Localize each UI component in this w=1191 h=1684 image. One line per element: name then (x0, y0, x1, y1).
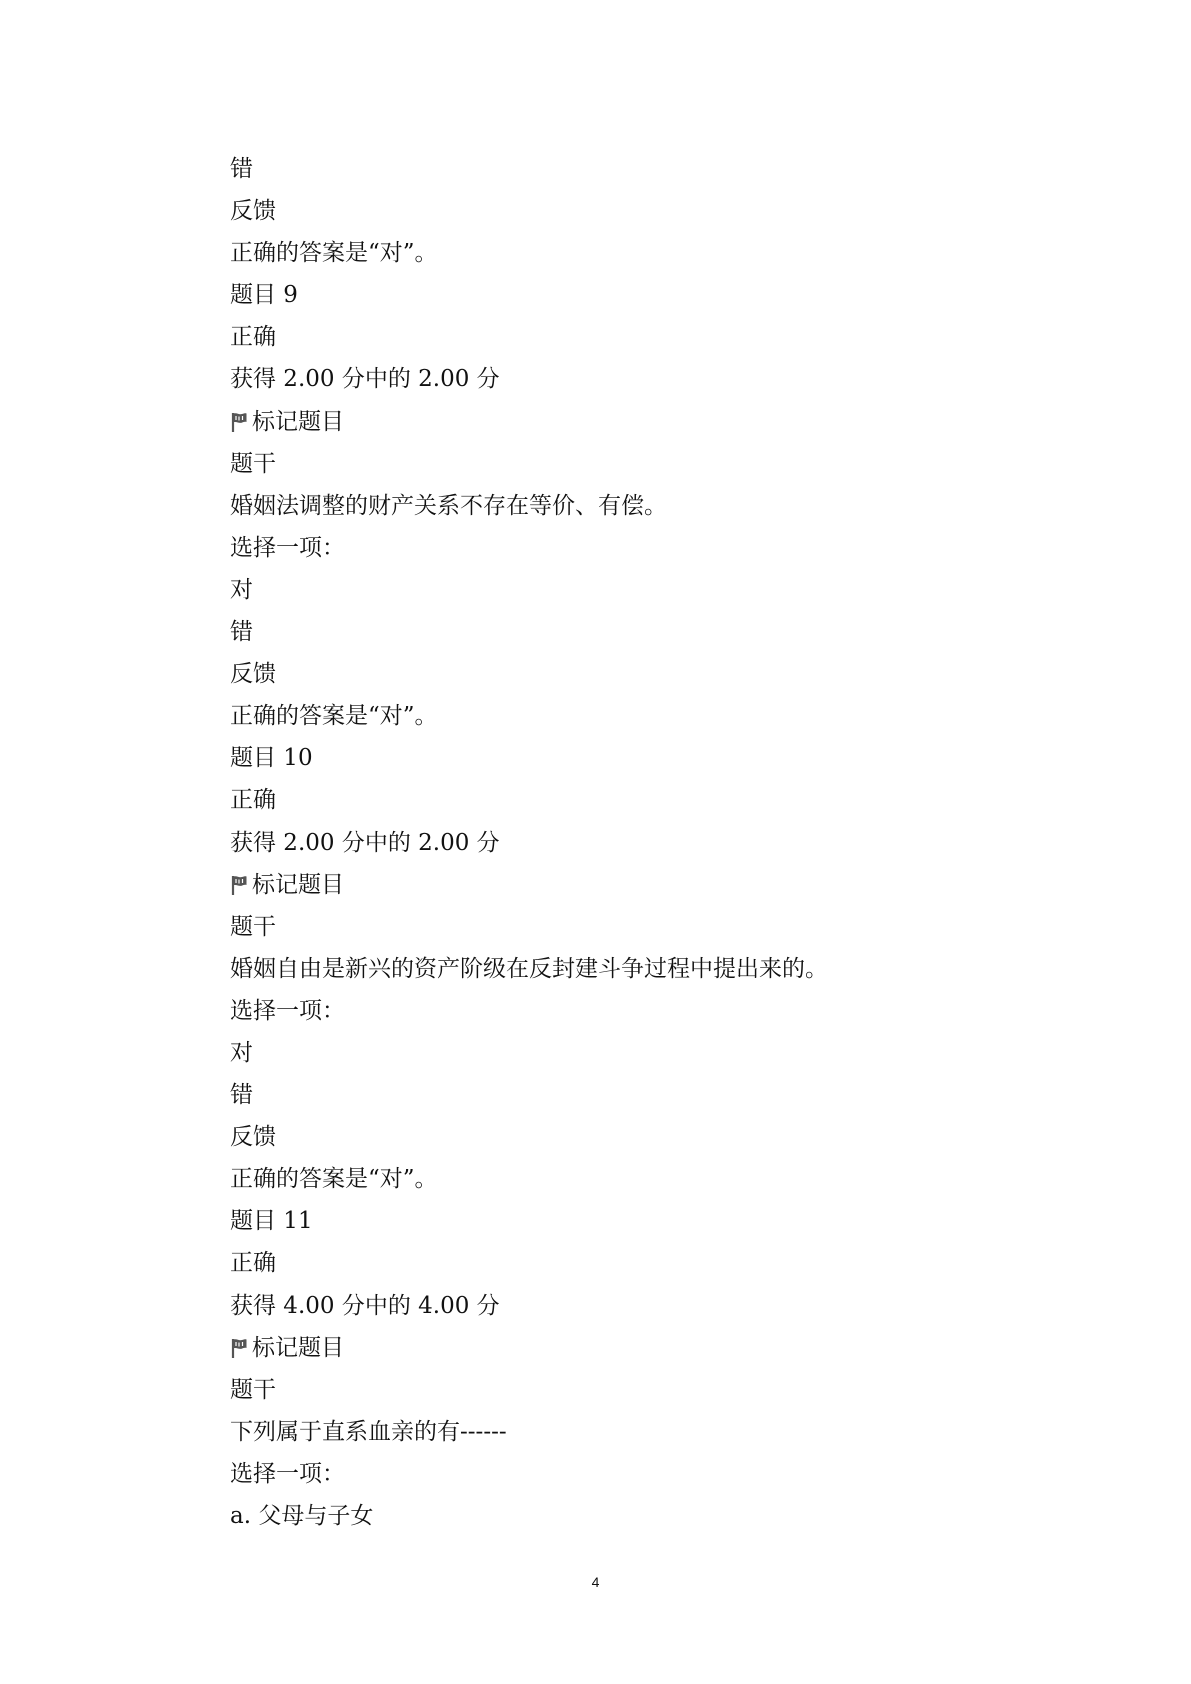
text-line: 正确的答案是“对”。 (230, 703, 438, 730)
flag-icon (230, 1337, 248, 1359)
text-line: 题干 (230, 913, 276, 940)
text-line: 错 (230, 619, 253, 646)
text-line: 婚姻自由是新兴的资产阶级在反封建斗争过程中提出来的。 (230, 955, 828, 982)
page-content (230, 148, 1130, 1537)
text-line: 婚姻法调整的财产关系不存在等价、有偿。 (230, 492, 667, 519)
text-line: 正确 (230, 324, 276, 351)
text-line: 选择一项： (230, 997, 345, 1024)
text-line: 正确 (230, 787, 276, 814)
flag-question-link[interactable] (230, 864, 1130, 906)
text-line: 反馈 (230, 1124, 276, 1151)
text-line: 错 (230, 156, 253, 182)
text-line: 下列属于直系血亲的有------ (230, 1418, 507, 1445)
flag-question-link[interactable] (230, 1327, 1130, 1369)
text-line: 正确的答案是“对”。 (230, 1166, 438, 1193)
text-line: 题目 11 (230, 1208, 313, 1235)
flag-question-label: 标记题目 (252, 1334, 344, 1361)
text-line: 题干 (230, 450, 276, 477)
flag-icon (230, 874, 248, 896)
text-line: 对 (230, 576, 253, 603)
text-line: 获得 2.00 分中的 2.00 分 (230, 829, 500, 856)
text-line: 反馈 (230, 661, 276, 688)
flag-icon (230, 411, 248, 433)
flag-question-label: 标记题目 (252, 871, 344, 898)
flag-question-link[interactable] (230, 401, 1130, 443)
text-line: 反馈 (230, 198, 276, 225)
text-line: 题目 10 (230, 745, 313, 772)
text-line: 选择一项： (230, 534, 345, 561)
text-line: 选择一项： (230, 1460, 345, 1487)
text-line: 对 (230, 1039, 253, 1066)
text-line: 正确 (230, 1250, 276, 1277)
flag-question-label: 标记题目 (252, 408, 344, 435)
text-line: 错 (230, 1082, 253, 1109)
text-line: 正确的答案是“对”。 (230, 240, 438, 267)
text-line: 题目 9 (230, 282, 298, 309)
text-line: 题干 (230, 1376, 276, 1403)
page-number: 4 (591, 1574, 600, 1590)
text-line: a. 父母与子女 (230, 1503, 374, 1529)
text-line: 获得 4.00 分中的 4.00 分 (230, 1292, 500, 1319)
text-line: 获得 2.00 分中的 2.00 分 (230, 366, 500, 393)
